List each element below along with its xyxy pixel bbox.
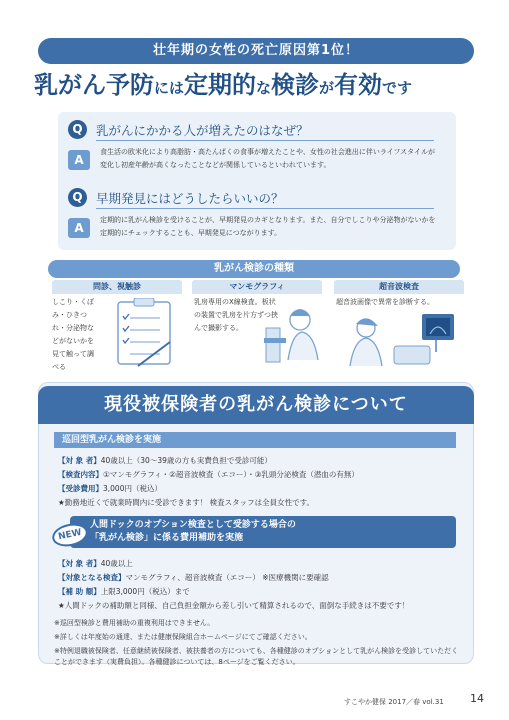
clipboard-icon — [108, 298, 180, 368]
new-badge: NEW — [50, 520, 90, 549]
screening-type-desc: しこり・くぼみ・ひきつれ・分泌物などがないかを見て触って調べる — [52, 298, 94, 371]
headline-part: が — [319, 79, 335, 97]
info-row — [58, 572, 329, 583]
info-row — [58, 455, 272, 466]
ultrasound-illustration-icon — [336, 312, 460, 370]
footnote: ※巡回型検診と費用補助の重複利用はできません。 — [54, 619, 215, 627]
row-value: 40歳以上（30～39歳の方も実費負担で受診可能） — [100, 456, 272, 465]
footnote: ※特例退職被保険者、任意継続被保険者、被扶養者の方についても、各種健診のオプションとして乳がん検診を受診していただくことができます（実費負担）。各種健診については、8ページをご覧ください。 — [54, 647, 459, 666]
row-label: 【補 助 額】 — [58, 587, 101, 596]
footnote: ※詳しくは年度始の通達、または健康保険組合ホームページにてご確認ください。 — [54, 633, 312, 641]
section-heading — [70, 516, 456, 548]
answer-mark-icon: A — [68, 218, 90, 238]
heading-line: 「乳がん検診」に係る費用補助を実施 — [90, 533, 244, 543]
screening-type-desc: 乳房専用のX線検査。板状の装置で乳房を片方ずつ挟んで撮影する。 — [194, 298, 278, 332]
qa-box — [58, 112, 456, 250]
divider — [96, 208, 434, 209]
section-heading: 巡回型乳がん検診を実施 — [54, 432, 456, 448]
info-row — [58, 483, 162, 494]
section-note: ★勤務地近くで就業時間内に受診できます！ 検査スタッフは全員女性です。 — [58, 498, 315, 507]
row-value: ①マンモグラフィ・②超音波検査（エコー）・③乳頭分泌検査（潜血の有無） — [103, 470, 359, 479]
heading-line: 人間ドックのオプション検査として受診する場合の — [90, 520, 296, 530]
answer-text: 定期的に乳がん検診を受けることが、早期発見のカギとなります。また、自分でしこりや分泌物がないかを定期的にチェックすることも、早期発見につながります。 — [100, 216, 436, 237]
question-mark-icon: Q — [68, 120, 87, 139]
row-label: 【検査内容】 — [58, 470, 103, 479]
info-row — [58, 469, 359, 480]
row-value: 40歳以上 — [100, 559, 133, 568]
headline-part: 定期的 — [184, 71, 257, 99]
row-label: 【対象となる検査】 — [58, 573, 126, 582]
question-text: 早期発見にはどうしたらいいの？ — [96, 191, 284, 206]
publication-name: すこやか健保 2017／春 vol.31 — [344, 698, 444, 706]
question-text: 乳がんにかかる人が増えたのはなぜ？ — [96, 123, 309, 138]
screening-type-ultrasound — [334, 280, 464, 370]
screening-type-name: 超音波検査 — [334, 280, 464, 294]
headline-part: には — [154, 79, 185, 97]
screening-type-desc: 超音波画像で異常を診断する。 — [336, 298, 434, 306]
headline — [34, 68, 484, 102]
screening-type-mammography — [192, 280, 322, 370]
headline-part: 乳がん予防 — [34, 71, 154, 99]
row-label: 【対 象 者】 — [58, 559, 101, 568]
screening-type-name: マンモグラフィ — [192, 280, 322, 294]
row-value: 上限3,000円（税込）まで — [100, 587, 190, 596]
screening-types-title: 乳がん検診の種類 — [48, 260, 460, 278]
mammography-illustration-icon — [262, 298, 322, 368]
main-title: 現役被保険者の乳がん検診について — [38, 386, 474, 424]
answer-mark-icon: A — [68, 150, 90, 170]
row-label: 【受診費用】 — [58, 484, 103, 493]
question-mark-icon: Q — [68, 188, 87, 207]
page-number: 14 — [470, 692, 484, 705]
headline-part: 有効 — [334, 71, 383, 99]
top-banner: 壮年期の女性の死亡原因第1位！ — [38, 38, 474, 64]
headline-part: な — [256, 79, 272, 97]
divider — [96, 140, 434, 141]
screening-type-palpation — [52, 280, 182, 370]
row-value: 3,000円（税込） — [103, 484, 162, 493]
section-note: ★人間ドックの補助額と同様、自己負担金額から差し引いて精算されるので、面倒な手続きは不要です！ — [58, 601, 410, 610]
info-row — [58, 586, 190, 597]
headline-part: です — [382, 79, 413, 97]
info-row — [58, 558, 133, 569]
headline-part: 検診 — [271, 71, 320, 99]
answer-text: 食生活の欧米化により高脂肪・高たんぱくの食事が増えたことや、女性の社会進出に伴いライフスタイルが変化し初産年齢が高くなったことなどが関係しているといわれています。 — [100, 148, 436, 169]
row-label: 【対 象 者】 — [58, 456, 101, 465]
screening-type-name: 問診、視触診 — [52, 280, 182, 294]
row-value: マンモグラフィ、超音波検査（エコー） ※医療機関に要確認 — [125, 573, 329, 582]
